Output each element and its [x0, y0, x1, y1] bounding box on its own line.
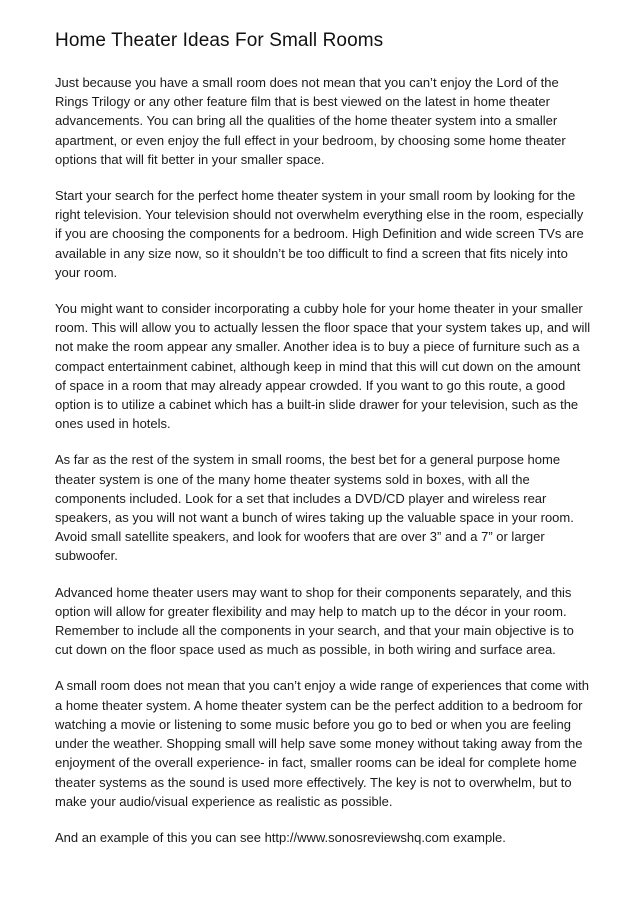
text-line: option is to utilize a cabinet which has a built-in slide drawer for your television, such as the [55, 397, 579, 413]
text-line: theater system is one of the many home theater systems sold in boxes, with all the [55, 471, 530, 487]
text-line: watching a movie or listening to some music before you go to bed or when you are feeling [55, 716, 571, 732]
document-title: Home Theater Ideas For Small Rooms [55, 30, 384, 51]
paragraph-3 [55, 299, 591, 433]
text-line: speakers, as you will not want a bunch of wires taking up the valuable space in your room. [55, 510, 574, 526]
document-page [55, 30, 591, 864]
text-line: option will allow for greater flexibility and may help to match up to the décor in your room. [55, 603, 567, 619]
text-line: compact entertainment cabinet, although keep in mind that this will cut down on the amount [55, 358, 581, 374]
text-line: And an example of this you can see http://www.sonosreviewshq.com example. [55, 829, 506, 845]
text-line: your room. [55, 264, 118, 280]
text-line: cut down on the floor space used as much as possible, in both wiring and surface area. [55, 642, 556, 658]
text-line: Start your search for the perfect home theater system in your small room by looking for the [55, 188, 576, 204]
text-line: subwoofer. [55, 548, 118, 564]
text-line: available in any size now, so it shouldn’t be too difficult to find a screen that fits nicely into [55, 245, 568, 261]
text-line: components included. Look for a set that includes a DVD/CD player and wireless rear [55, 490, 547, 506]
text-line: You might want to consider incorporating a cubby hole for your home theater in your smaller [55, 301, 583, 317]
text-line: right television. Your television should not overwhelm everything else in the room, especially [55, 207, 584, 223]
text-line: advancements. You can bring all the qualities of the home theater system into a smaller [55, 113, 558, 129]
text-line: theater systems as the sound is used more effectively. The key is not to overwhelm, but to [55, 774, 572, 790]
paragraph-2 [55, 186, 588, 282]
text-line: apartment, or even enjoy the full effect in your bedroom, by choosing some home theater [55, 132, 566, 148]
text-line: Remember to include all the components in your search, and that your main objective is to [55, 623, 574, 639]
text-line: if you are choosing the components for a bedroom. High Definition and wide screen TVs are [55, 226, 584, 242]
text-line: Rings Trilogy or any other feature film that is best viewed on the latest in home theater [55, 94, 550, 110]
paragraph-4 [55, 450, 588, 565]
text-line: room. This will allow you to actually lessen the floor space that your system takes up, and will [55, 320, 591, 336]
text-line: Just because you have a small room does not mean that you can’t enjoy the Lord of the [55, 75, 559, 90]
text-line: of space in a room that may already appear crowded. If you want to go this route, a good [55, 377, 566, 393]
text-line: As far as the rest of the system in small rooms, the best bet for a general purpose home [55, 452, 561, 468]
text-line: not make the room appear any smaller. Another idea is to buy a piece of furniture such as a [55, 339, 580, 355]
text-line: options that will fit better in your smaller space. [55, 151, 325, 167]
text-line: enjoyment of the overall experience- in fact, smaller rooms can be ideal for complete home [55, 755, 577, 771]
text-line: under the weather. Shopping small will help save some money without taking away from the [55, 736, 583, 752]
text-line: A small room does not mean that you can’t enjoy a wide range of experiences that come with [55, 678, 590, 694]
text-line: Advanced home theater users may want to shop for their components separately, and this [55, 584, 572, 600]
text-line: make your audio/visual experience as realistic as possible. [55, 793, 393, 809]
paragraph-1 [55, 73, 588, 169]
paragraph-7 [55, 828, 588, 847]
paragraph-6 [55, 676, 588, 810]
text-line: a home theater system. A home theater system can be the perfect addition to a bedroom for [55, 697, 583, 713]
paragraph-5 [55, 583, 588, 660]
text-line: Avoid small satellite speakers, and look for woofers that are over 3” and a 7” or larger [55, 529, 545, 545]
text-line: ones used in hotels. [55, 416, 171, 432]
